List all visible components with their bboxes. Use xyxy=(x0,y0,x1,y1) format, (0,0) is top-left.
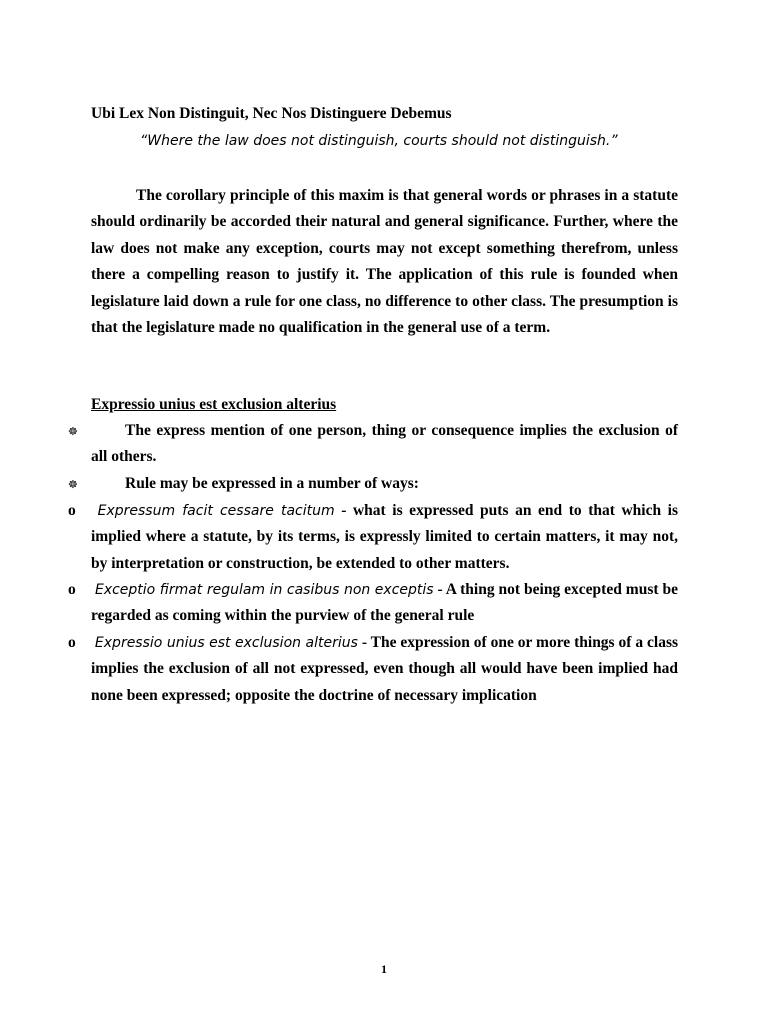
wheel-bullet-icon: ☸ xyxy=(68,426,78,438)
maxim-explanation: - The expression of one or more things of a class implies the exclusion of all not expressed, even though all would have been implied had none been expressed; opposite the doctrine of necessary implication xyxy=(91,634,679,704)
circle-bullet-icon: o xyxy=(68,634,76,651)
wheel-bullet-icon: ☸ xyxy=(68,479,78,491)
body-paragraph: The corollary principle of this maxim is that general words or phrases in a statute should ordinarily be accorded their natural and general significance. Further, where the law does not make any exception, courts may not except something therefrom, unless there a compelling reason to justify it. The application of this rule is founded when legislature laid down a rule for one class, no difference to other class. The presumption is that the legislature made no qualification in the general use of a term. xyxy=(91,187,678,337)
maxim-translation-quote: “Where the law does not distinguish, courts should not distinguish.” xyxy=(140,133,618,149)
circle-bullet-icon: o xyxy=(68,502,76,519)
circle-bullet-icon: o xyxy=(68,581,76,598)
section-subheading: Expressio unius est exclusion alterius xyxy=(91,396,337,413)
list-item xyxy=(91,498,678,577)
page-number: 1 xyxy=(381,962,387,976)
maxim-term: Exceptio firmat regulam in casibus non exceptis xyxy=(94,582,434,598)
maxim-explanation: - A thing not being excepted must be regarded as coming within the purview of the general rule xyxy=(91,581,678,625)
maxim-explanation: - what is expressed puts an end to that which is implied where a statute, by its terms, is expressly limited to certain matters, it may not, by interpretation or construction, be extended to other matters. xyxy=(91,502,679,572)
maxim-term: Expressum facit cessare tacitum xyxy=(97,503,335,519)
list-item xyxy=(91,630,678,709)
list-item xyxy=(91,418,678,471)
list-item-text: Rule may be expressed in a number of ways: xyxy=(125,475,419,492)
maxim-term: Expressio unius est exclusion alterius xyxy=(94,635,358,651)
list-item xyxy=(91,577,678,630)
list-item xyxy=(91,471,678,497)
maxim-heading: Ubi Lex Non Distinguit, Nec Nos Distinguere Debemus xyxy=(91,105,452,122)
list-item-text: The express mention of one person, thing or consequence implies the exclusion of all others. xyxy=(91,422,678,466)
